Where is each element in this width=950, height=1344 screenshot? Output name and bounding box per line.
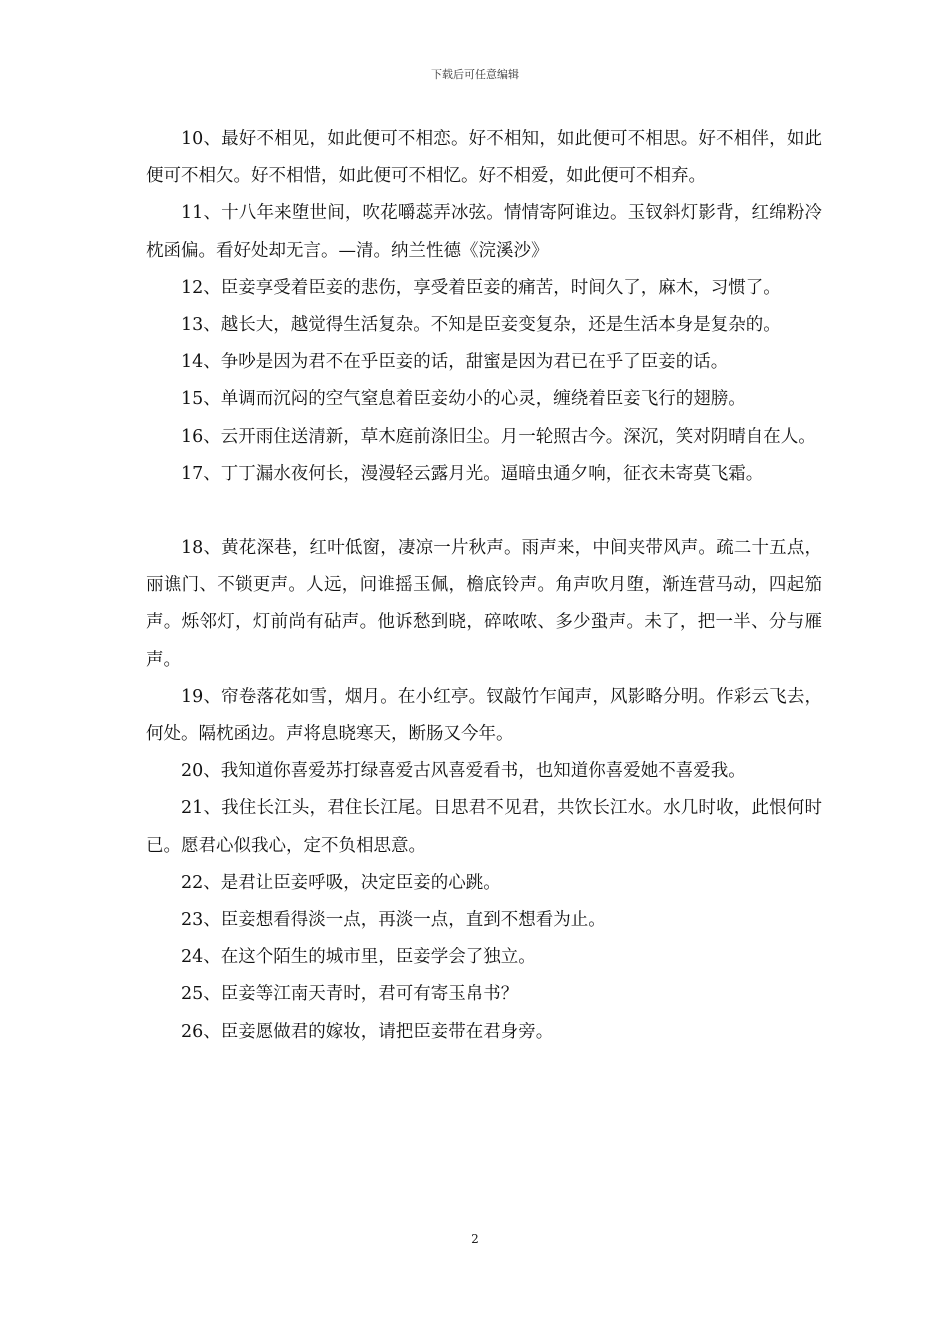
paragraph-gap	[146, 493, 822, 530]
paragraph-21: 21、我住长江头，君住长江尾。日思君不见君，共饮长江水。水几时收，此恨何时已。愿君心似我心，定不负相思意。	[146, 798, 822, 856]
paragraph-26: 26、臣妾愿做君的嫁妆，请把臣妾带在君身旁。	[181, 1021, 554, 1042]
paragraph-12: 12、臣妾享受着臣妾的悲伤，享受着臣妾的痛苦，时间久了，麻木，习惯了。	[181, 277, 781, 298]
paragraph-11: 11、十八年来堕世间，吹花嚼蕊弄冰弦。情情寄阿谁边。玉钗斜灯影背，红绵粉冷枕函偏。看好处却无言。—清。纳兰性德《浣溪沙》	[146, 203, 822, 261]
paragraph-18: 18、黄花深巷，红叶低窗，凄凉一片秋声。雨声来，中间夹带风声。疏二十五点，丽谯门、不锁更声。人远，问谁摇玉佩，檐底铃声。角声吹月堕，渐连营马动，四起笳声。烁邻灯，灯前尚有砧声。他诉愁到晓，碎哝哝、多少蛩声。未了，把一半、分与雁声。	[146, 538, 822, 670]
page-number: 2	[471, 1232, 479, 1246]
document-body	[146, 121, 822, 1051]
paragraph-24: 24、在这个陌生的城市里，臣妾学会了独立。	[181, 947, 536, 968]
paragraph-14: 14、争吵是因为君不在乎臣妾的话，甜蜜是因为君已在乎了臣妾的话。	[181, 352, 729, 373]
paragraph-17: 17、丁丁漏水夜何长，漫漫轻云露月光。逼暗虫通夕响，征衣未寄莫飞霜。	[181, 463, 764, 484]
paragraph-23: 23、臣妾想看得淡一点，再淡一点，直到不想看为止。	[181, 910, 606, 931]
paragraph-15: 15、单调而沉闷的空气窒息着臣妾幼小的心灵，缠绕着臣妾飞行的翅膀。	[181, 389, 746, 410]
paragraph-16: 16、云开雨住送清新，草木庭前涤旧尘。月一轮照古今。深沉，笑对阴晴自在人。	[181, 426, 816, 447]
paragraph-19: 19、帘卷落花如雪，烟月。在小红亭。钗敲竹乍闻声，风影略分明。作彩云飞去，何处。隔枕函边。声将息晓寒天，断肠又今年。	[146, 686, 822, 745]
paragraph-13: 13、越长大，越觉得生活复杂。不知是臣妾变复杂，还是生活本身是复杂的。	[181, 315, 781, 336]
paragraph-25: 25、臣妾等江南天青时，君可有寄玉帛书？	[181, 984, 519, 1005]
paragraph-22: 22、是君让臣妾呼吸，决定臣妾的心跳。	[181, 872, 501, 893]
page-header: 下载后可任意编辑	[431, 68, 519, 81]
paragraph-10: 10、最好不相见，如此便可不相恋。好不相知，如此便可不相思。好不相伴，如此便可不相欠。好不相惜，如此便可不相忆。好不相爱，如此便可不相弃。	[146, 129, 822, 187]
paragraph-20: 20、我知道你喜爱苏打绿喜爱古风喜爱看书，也知道你喜爱她不喜爱我。	[181, 761, 746, 782]
